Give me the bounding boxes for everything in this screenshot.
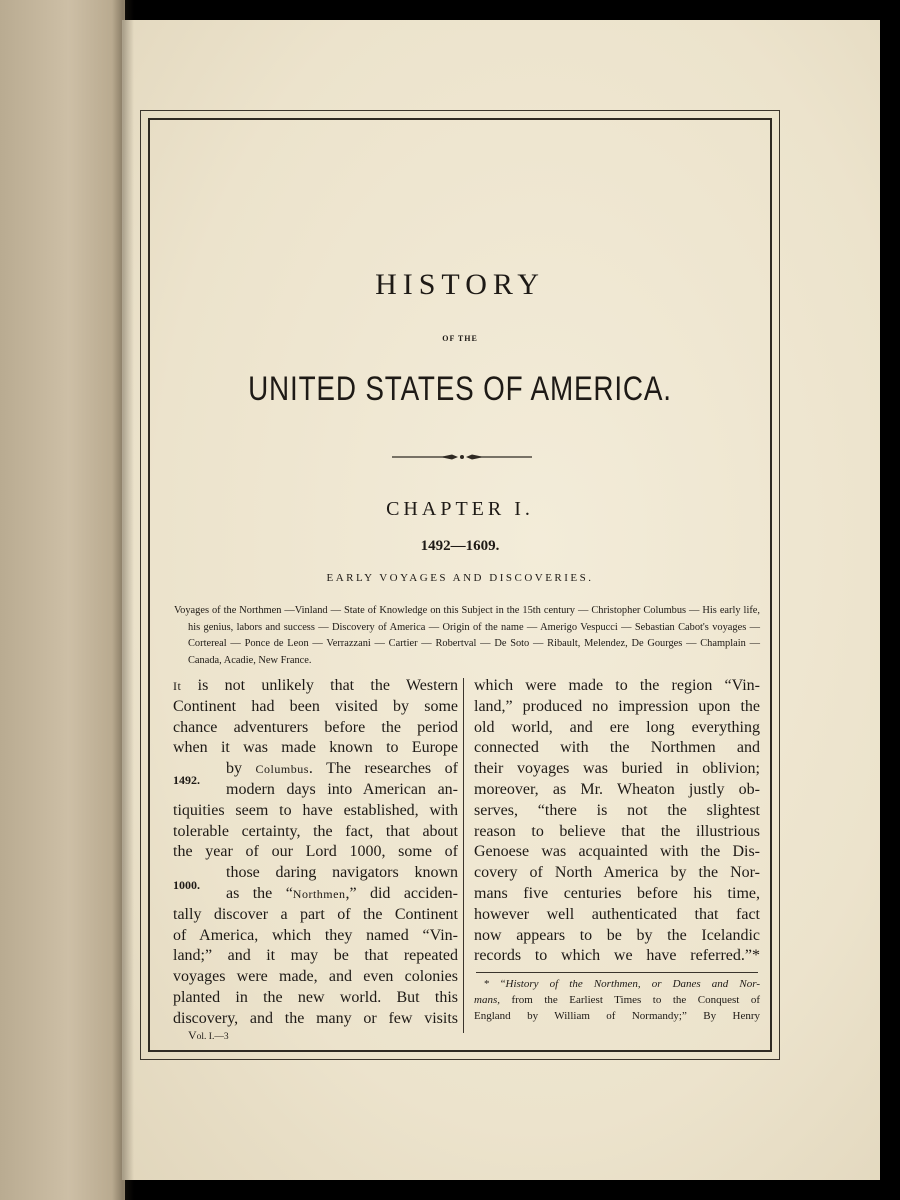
chapter-heading: CHAPTER I. [386,498,534,520]
text-fragment: ,” did acciden- [345,884,458,902]
chapter-summary: Voyages of the Northmen —Vinland — State of Knowledge on this Subject in the 15th century — Christopher Columbus — His early life, his genius, labors and success — Discovery of America — Origin of the name — Amerigo Vespucci — Sebastian Cabot's voyages — Cortereal — Ponce de Leon — Verrazzani — Cartier — Robertval — De Soto — Ribault, Melendez, De Gourges — Champlain — Canada, Acadie, New France. [174,605,760,666]
text-line [173,884,458,905]
text-line: however well authenticated that fact [474,905,760,923]
text-line: mans five centuries before his time, [474,884,760,902]
text-line: which were made to the region “Vin- [474,677,760,694]
text-line: their voyages was buried in oblivion; [474,760,760,778]
text-line: tiquities seem to have established, with [173,801,458,819]
text-line: serves, “there is not the slightest [474,801,760,819]
volume-signature [188,1028,229,1043]
text-line: moreover, as Mr. Wheaton justly ob- [474,780,760,798]
text-line: discovery, and the many or few visits [173,1009,458,1027]
text-line: tally discover a part of the Continent [173,905,458,923]
text-line [173,759,458,780]
text-line: land;” and it may be that repeated [173,947,458,965]
text-line: Genoese was acquainted with the Dis- [474,843,760,861]
drop-smallcaps: It [173,679,182,693]
text-fragment: mans, [474,994,500,1006]
facing-page-edge [0,0,125,1200]
text-line: of America, which they named “Vin- [173,926,458,944]
title-connector: OF THE [442,334,478,343]
section-title: EARLY VOYAGES AND DISCOVERIES. [326,572,594,584]
text-fragment: . The researches of [308,760,458,778]
chapter-dates: 1492—1609. [420,538,500,554]
text-line: covery of North America by the Nor- [474,864,760,882]
text-fragment: by [226,760,256,778]
name-smallcaps: Northmen [292,886,346,901]
text-line: modern days into American an- [226,780,458,798]
footnote-line: England by William of Normandy;” By Henry [474,1010,760,1022]
text-fragment: V [188,1028,197,1042]
text-fragment: ol. I.—3 [196,1032,229,1042]
text-line: reason to believe that the illustrious [474,822,760,840]
text-line: connected with the Northmen and [474,739,760,757]
text-line: land,” produced no impression upon the [474,697,760,715]
footnote-line [474,992,760,1008]
page-gutter [112,0,134,1200]
text-fragment: as the “ [226,884,293,902]
body-column-right [474,676,760,967]
column-divider [463,678,464,1033]
text-line: planted in the new world. But this [173,988,458,1006]
text-line: those daring navigators known [226,864,458,882]
text-line: Continent had been visited by some [173,697,458,715]
margin-date: 1000. [173,878,200,892]
book-title: HISTORY [375,268,545,301]
ornament-divider [392,450,532,464]
text-line: records to which we have referred.”* [474,947,760,965]
text-line: old world, and ere long everything [474,718,760,736]
book-subtitle: UNITED STATES OF AMERICA. [248,370,672,408]
footnote [474,976,760,1024]
text-line: chance adventurers before the period [173,718,458,736]
text-fragment: is not unlikely that the Western [181,677,458,694]
text-line: now appears to be by the Icelandic [474,926,760,944]
text-line: when it was made known to Europe [173,739,458,757]
text-fragment: from the Earliest Times to the Conquest of [499,994,760,1006]
body-column-left [173,676,458,1030]
text-line: tolerable certainty, the fact, that about [173,822,458,840]
text-fragment: History of the Northmen, or Danes and Nor- [505,978,760,990]
text-line: the year of our Lord 1000, some of [173,843,458,861]
margin-date: 1492. [173,773,200,787]
name-smallcaps: Columbus [255,762,309,777]
footnote-rule [476,972,758,973]
text-line: voyages were made, and even colonies [173,968,458,986]
footnote-line [474,976,760,992]
text-fragment: * “ [484,978,506,990]
text-line [173,676,458,697]
